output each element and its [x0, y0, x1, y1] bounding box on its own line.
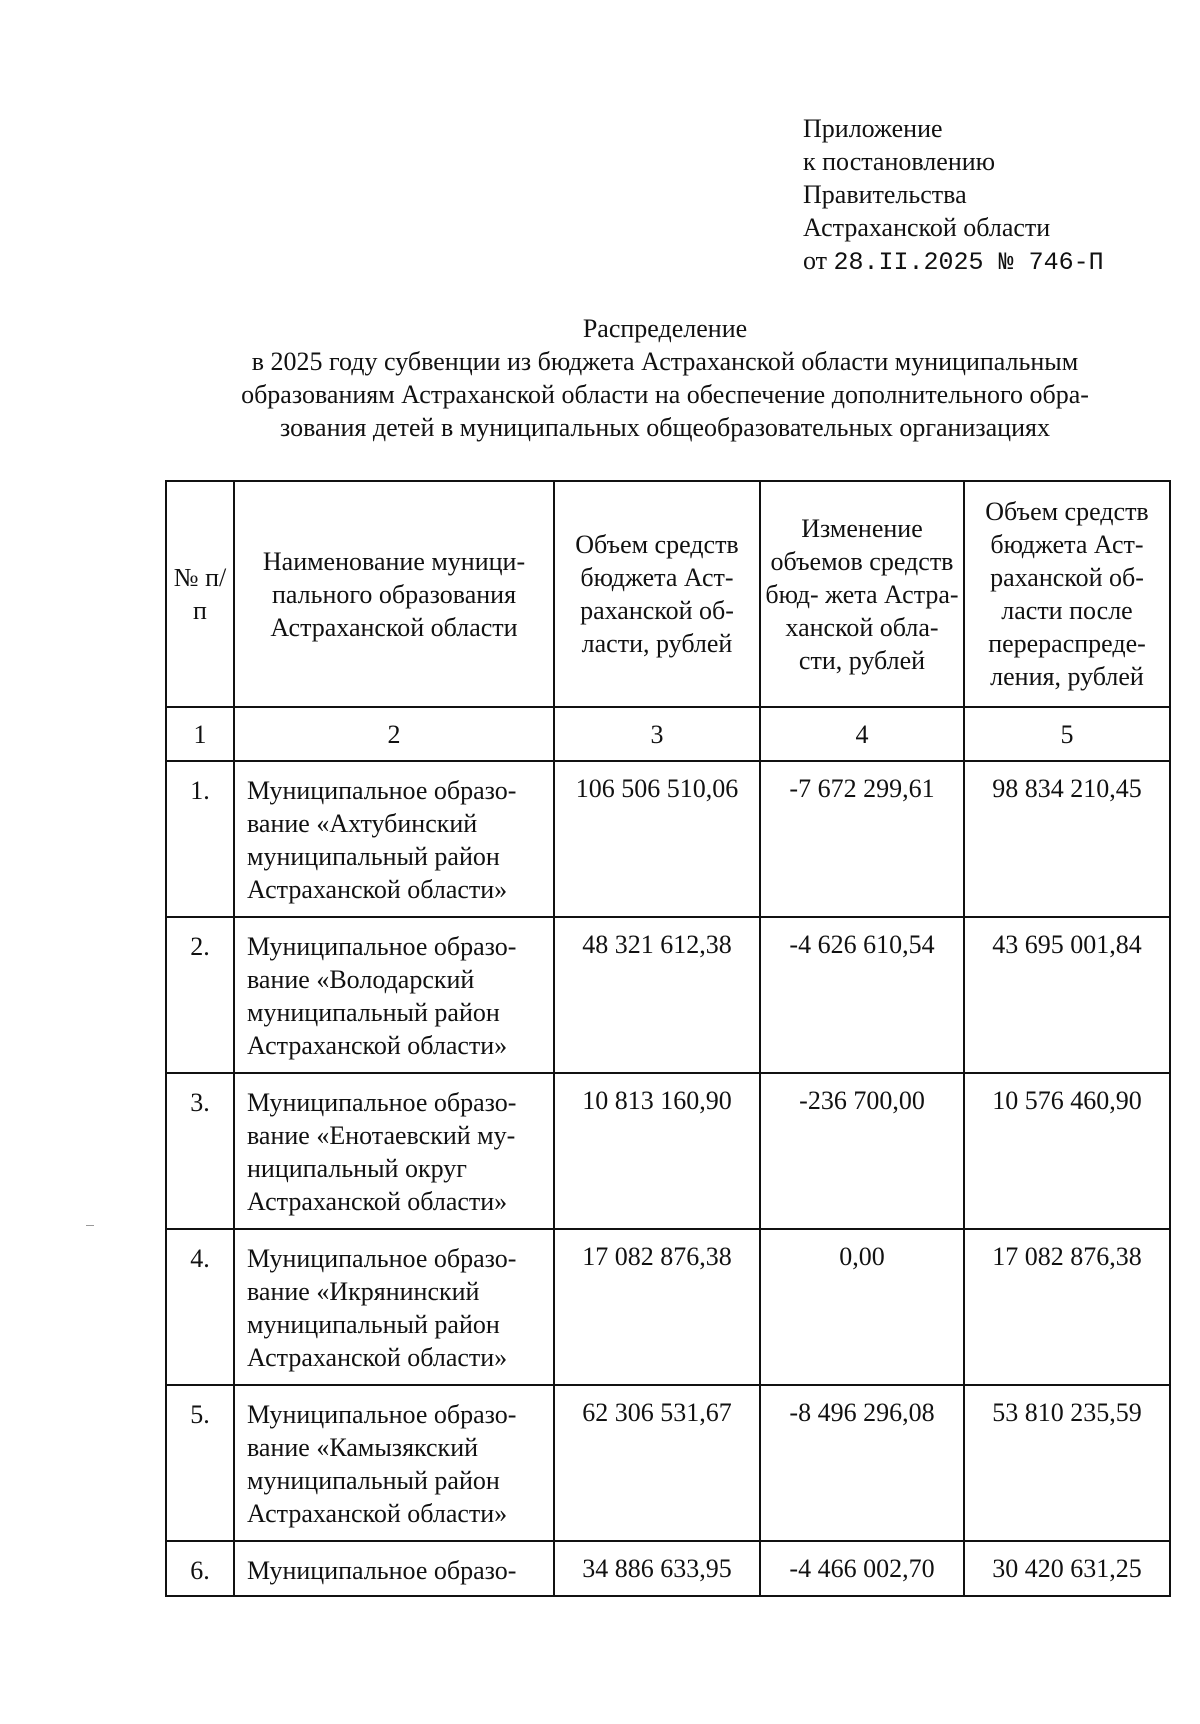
municipality-name: Муниципальное образо- вание «Енотаевский му- ниципальный округ Астраханской области»	[234, 1073, 554, 1229]
volume-value: 106 506 510,06	[554, 761, 760, 917]
volume-value: 10 813 160,90	[554, 1073, 760, 1229]
row-number: 5.	[166, 1385, 234, 1541]
after-value: 53 810 235,59	[964, 1385, 1170, 1541]
header-change: Изменение объемов средств бюд- жета Астра- ханской обла- сти, рублей	[760, 481, 964, 707]
title-line-4: зования детей в муниципальных общеобразовательных организациях	[280, 413, 1050, 442]
municipality-name: Муниципальное образо-	[234, 1541, 554, 1596]
appendix-line-5	[803, 244, 1104, 279]
municipality-name: Муниципальное образо- вание «Камызякский муниципальный район Астраханской области»	[234, 1385, 554, 1541]
change-value: -236 700,00	[760, 1073, 964, 1229]
municipality-name: Муниципальное образо- вание «Володарский муниципальный район Астраханской области»	[234, 917, 554, 1073]
header-name: Наименование муници- пального образования Астраханской области	[234, 481, 554, 707]
column-number-row	[166, 707, 1170, 761]
table-row	[166, 761, 1170, 917]
after-value: 17 082 876,38	[964, 1229, 1170, 1385]
row-number: 1.	[166, 761, 234, 917]
title-line-2: в 2025 году субвенции из бюджета Астраханской области муниципальным	[251, 347, 1079, 376]
table-row	[166, 917, 1170, 1073]
row-number: 4.	[166, 1229, 234, 1385]
appendix-line-4: Астраханской области	[803, 213, 1051, 242]
appendix-line-3: Правительства	[803, 180, 967, 209]
column-number: 3	[554, 707, 760, 761]
municipality-name: Муниципальное образо- вание «Икрянинский муниципальный район Астраханской области»	[234, 1229, 554, 1385]
row-number: 2.	[166, 917, 234, 1073]
table-row	[166, 1541, 1170, 1596]
column-number: 1	[166, 707, 234, 761]
header-after: Объем средств бюджета Аст- раханской об- ласти после перераспреде- ления, рублей	[964, 481, 1170, 707]
table-row	[166, 1385, 1170, 1541]
appendix-line-2: к постановлению	[803, 147, 996, 176]
municipality-name: Муниципальное образо- вание «Ахтубинский муниципальный район Астраханской области»	[234, 761, 554, 917]
column-number: 5	[964, 707, 1170, 761]
volume-value: 17 082 876,38	[554, 1229, 760, 1385]
document-title	[160, 312, 1170, 444]
change-value: -4 626 610,54	[760, 917, 964, 1073]
appendix-block	[803, 112, 1104, 279]
volume-value: 62 306 531,67	[554, 1385, 760, 1541]
appendix-line-1: Приложение	[803, 114, 943, 143]
column-number: 4	[760, 707, 964, 761]
column-number: 2	[234, 707, 554, 761]
title-line-1: Распределение	[582, 314, 748, 343]
change-value: -7 672 299,61	[760, 761, 964, 917]
table-row	[166, 1229, 1170, 1385]
row-number: 6.	[166, 1541, 234, 1596]
table-row	[166, 1073, 1170, 1229]
after-value: 10 576 460,90	[964, 1073, 1170, 1229]
change-value: -4 466 002,70	[760, 1541, 964, 1596]
title-line-3: образованиям Астраханской области на обеспечение дополнительного обра-	[241, 380, 1089, 409]
change-value: 0,00	[760, 1229, 964, 1385]
appendix-date-prefix: от	[803, 246, 828, 275]
volume-value: 34 886 633,95	[554, 1541, 760, 1596]
table-header-row	[166, 481, 1170, 707]
after-value: 98 834 210,45	[964, 761, 1170, 917]
appendix-date-number: 28.II.2025 № 746-П	[833, 248, 1104, 277]
row-number: 3.	[166, 1073, 234, 1229]
after-value: 30 420 631,25	[964, 1541, 1170, 1596]
scan-mark	[86, 1225, 94, 1226]
header-num: № п/п	[166, 481, 234, 707]
distribution-table	[165, 480, 1171, 1597]
change-value: -8 496 296,08	[760, 1385, 964, 1541]
after-value: 43 695 001,84	[964, 917, 1170, 1073]
header-volume: Объем средств бюджета Аст- раханской об- ласти, рублей	[554, 481, 760, 707]
volume-value: 48 321 612,38	[554, 917, 760, 1073]
